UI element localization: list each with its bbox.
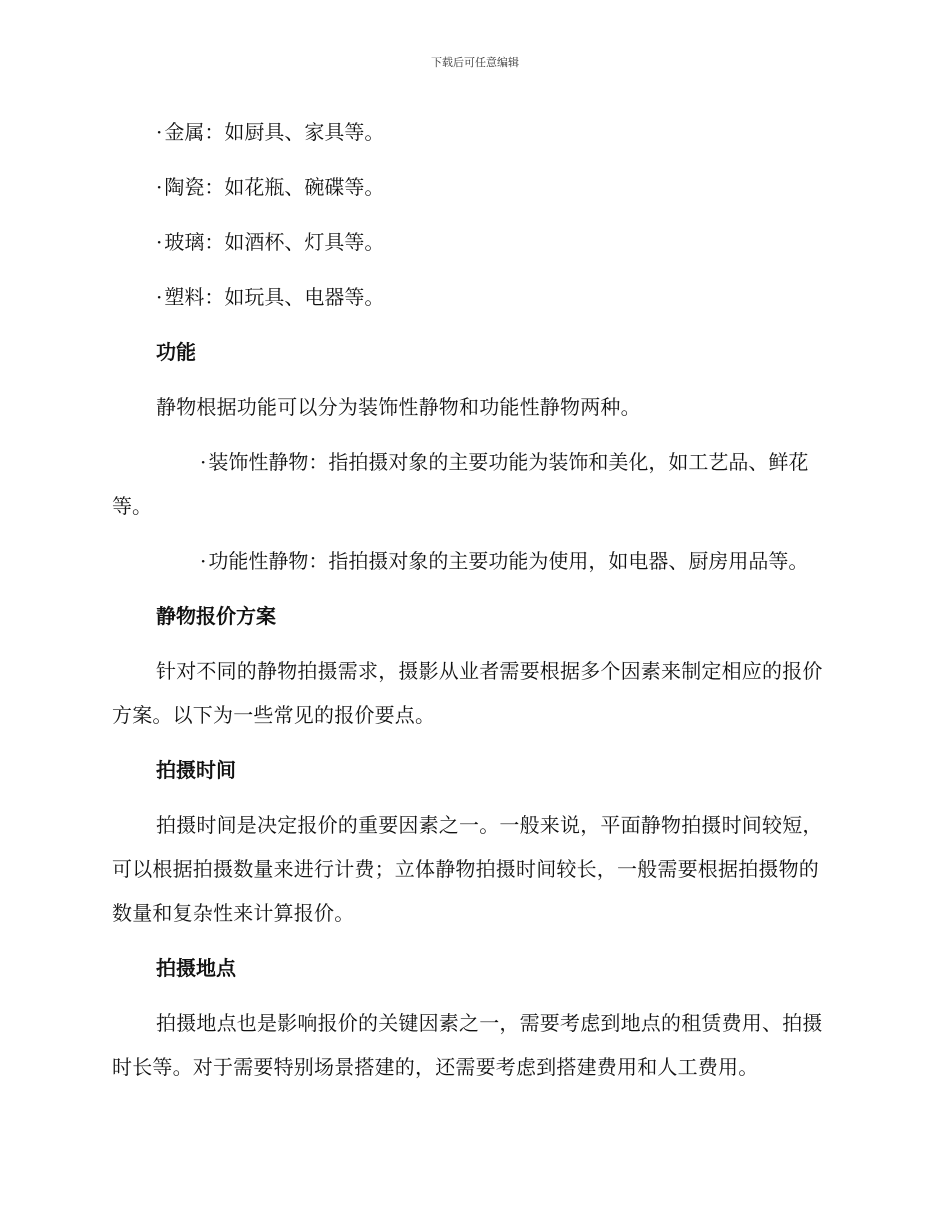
- bullet-marker: ·: [156, 285, 163, 309]
- list-item-text: 金属：如厨具、家具等。: [164, 120, 385, 144]
- list-item-text: 塑料：如玩具、电器等。: [164, 285, 385, 309]
- list-item-text: 玻璃：如酒杯、灯具等。: [164, 230, 385, 254]
- page-header-note: 下载后可任意编辑: [431, 56, 519, 69]
- bullet-marker: ·: [200, 549, 207, 573]
- list-item-text: 功能性静物：指拍摄对象的主要功能为使用，如电器、厨房用品等。: [208, 549, 809, 573]
- heading-function: 功能: [156, 340, 196, 364]
- bullet-marker: ·: [200, 450, 207, 474]
- paragraph-shooting-time: 拍摄时间是决定报价的重要因素之一。一般来说，平面静物拍摄时间较短，可以根据拍摄数量来进行计费；立体静物拍摄时间较长，一般需要根据拍摄物的数量和复杂性来计算报价。: [112, 813, 823, 925]
- heading-quote-plan: 静物报价方案: [156, 604, 276, 628]
- list-item-plastic: [112, 275, 832, 319]
- list-item-decorative: [112, 440, 832, 528]
- bullet-marker: ·: [156, 175, 163, 199]
- list-item-text: 陶瓷：如花瓶、碗碟等。: [164, 175, 385, 199]
- list-item-glass: [112, 220, 832, 264]
- list-item-metal: [112, 110, 832, 154]
- paragraph-shooting-location: 拍摄地点也是影响报价的关键因素之一，需要考虑到地点的租赁费用、拍摄时长等。对于需要特别场景搭建的，还需要考虑到搭建费用和人工费用。: [112, 1011, 823, 1079]
- bullet-marker: ·: [156, 120, 163, 144]
- bullet-marker: ·: [156, 230, 163, 254]
- list-item-text: 装饰性静物：指拍摄对象的主要功能为装饰和美化，如工艺品、鲜花等。: [112, 450, 809, 518]
- paragraph-function: 静物根据功能可以分为装饰性静物和功能性静物两种。: [156, 395, 641, 419]
- list-item-functional: [112, 539, 832, 583]
- list-item-ceramic: [112, 165, 832, 209]
- paragraph-quote-plan: 针对不同的静物拍摄需求，摄影从业者需要根据多个因素来制定相应的报价方案。以下为一些常见的报价要点。: [112, 659, 823, 727]
- heading-shooting-location: 拍摄地点: [156, 956, 236, 980]
- heading-shooting-time: 拍摄时间: [156, 758, 236, 782]
- document-body: [112, 110, 832, 1100]
